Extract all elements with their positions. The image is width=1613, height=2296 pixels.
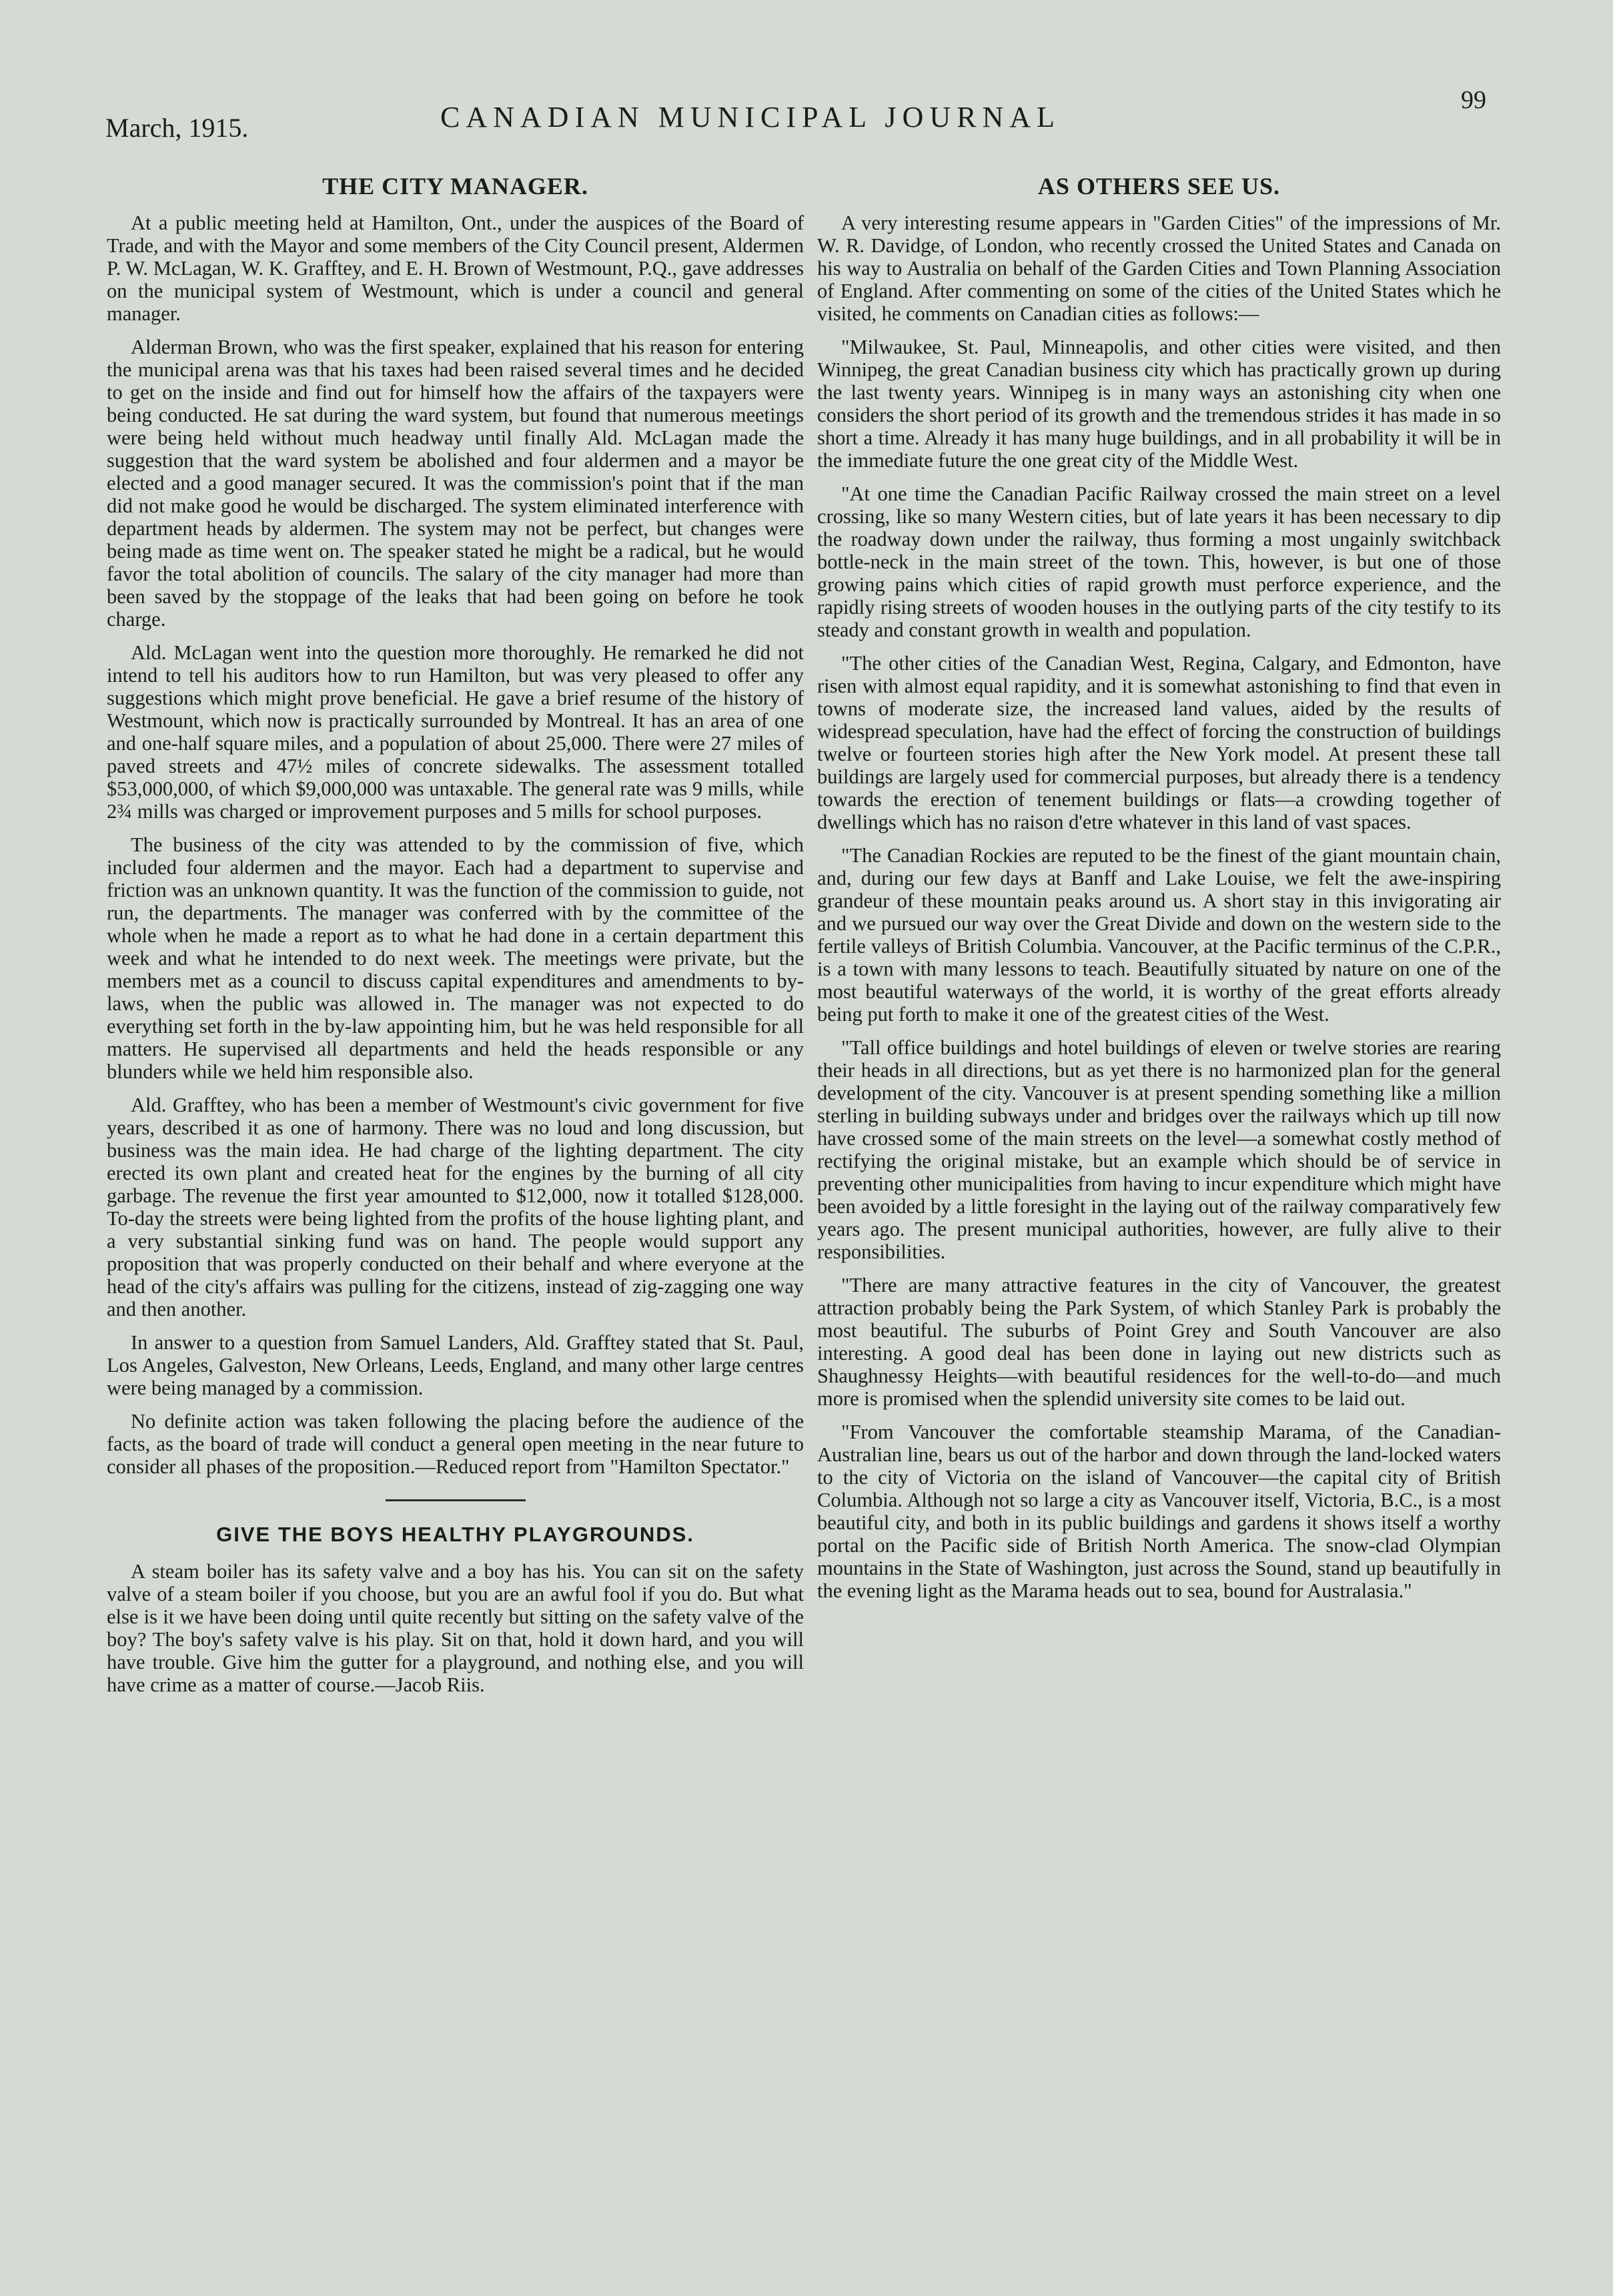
article-paragraph: A very interesting resume appears in "Garden Cities" of the impressions of Mr. W. R. Davidge, of London, who recently crossed the United States and Canada on his way to Australia on behalf of the Garden Cities and Town Planning Association of England. After commenting on some of the cities of the United States which he visited, he comments on Canadian cities as follows:—: [817, 212, 1501, 325]
article-paragraph: In answer to a question from Samuel Landers, Ald. Grafftey stated that St. Paul, Los Angeles, Galveston, New Orleans, Leeds, England, and many other large centres were being managed by a commission.: [107, 1331, 804, 1399]
article-title-city-manager: THE CITY MANAGER.: [322, 173, 588, 200]
article-paragraph: "Milwaukee, St. Paul, Minneapolis, and other cities were visited, and then Winnipeg, the great Canadian business city which has practically grown up during the last twenty years. Winnipeg is in many ways an astonishing city when one considers the short period of its growth and the tremendous strides it has made in so short a time. Already it has many huge buildings, and in all probability it will be in the immediate future the one great city of the Middle West.: [817, 336, 1501, 472]
article-paragraph: No definite action was taken following the placing before the audience of the facts, as the board of trade will conduct a general open meeting in the near future to consider all phases of the proposition.—Reduced report from "Hamilton Spectator.": [107, 1410, 804, 1478]
article-paragraph: "There are many attractive features in the city of Vancouver, the greatest attraction probably being the Park System, of which Stanley Park is probably the most beautiful. The suburbs of Point Grey and South Vancouver are also interesting. A good deal has been done in laying out new districts such as Shaughnessy Heights—with beautiful residences for the well-to-do—and much more is promised when the splendid university site comes to be laid out.: [817, 1274, 1501, 1410]
journal-title: CANADIAN MUNICIPAL JOURNAL: [440, 101, 1061, 133]
article-paragraph: At a public meeting held at Hamilton, Ont., under the auspices of the Board of Trade, and with the Mayor and some members of the City Council present, Aldermen P. W. McLagan, W. K. Grafftey, and E. H. Brown of Westmount, P.Q., gave addresses on the municipal system of Westmount, which is under a council and general manager.: [107, 212, 804, 325]
article-paragraph: "At one time the Canadian Pacific Railway crossed the main street on a level crossing, like so many Western cities, but of late years it has been necessary to dip the roadway down under the railway, thus forming a most ungainly switchback bottle-neck in the main street of the town. This, however, is but one of those growing pains which cities of rapid growth must perforce experience, and the rapidly rising streets of wooden houses in the outlying parts of the city testify to its steady and constant growth in wealth and population.: [817, 482, 1501, 641]
article-paragraph: The business of the city was attended to by the commission of five, which included four aldermen and the mayor. Each had a department to supervise and friction was an unknown quantity. It was the function of the commission to guide, not run, the departments. The manager was conferred with by the committee of the whole when he made a report as to what he had done in a certain department this week and what he intended to do next week. The meetings were private, but the members met as a council to discuss capital expenditures and amendments to by-laws, when the public was allowed in. The manager was not expected to do everything set forth in the by-law appointing him, but he was held responsible for all matters. He supervised all departments and held the heads responsible or any blunders while we held him responsible also.: [107, 833, 804, 1083]
article-paragraph: "The Canadian Rockies are reputed to be the finest of the giant mountain chain, and, during our few days at Banff and Lake Louise, we felt the awe-inspiring grandeur of these mountain peaks around us. A short stay in this invigorating air and we pursued our way over the Great Divide and down on the western side to the fertile valleys of British Columbia. Vancouver, at the Pacific terminus of the C.P.R., is a town with many lessons to teach. Beautifully situated by nature on one of the most beautiful waterways of the world, it is worthy of the great efforts already being put forth to make it one of the greatest cities of the West.: [817, 844, 1501, 1026]
article-paragraph: "From Vancouver the comfortable steamship Marama, of the Canadian-Australian line, bears us out of the harbor and down through the land-locked waters to the city of Victoria on the island of Vancouver—the capital city of British Columbia. Although not so large a city as Vancouver itself, Victoria, B.C., is a most beautiful city, and both in its public buildings and gardens it shows itself a worthy portal on the Pacific side of British North America. The snow-clad Olympian mountains in the State of Washington, just across the Sound, stand up beautifully in the evening light as the Marama heads out to sea, bound for Australasia.": [817, 1421, 1501, 1602]
right-column: [817, 163, 1501, 1613]
article-paragraph: Ald. McLagan went into the question more thoroughly. He remarked he did not intend to tell his auditors how to run Hamilton, but was very pleased to offer any suggestions which might prove beneficial. He gave a brief resume of the history of Westmount, which now is practically surrounded by Montreal. It has an area of one and one-half square miles, and a population of about 25,000. There were 27 miles of paved streets and 47½ miles of concrete sidewalks. The assessment totalled $53,000,000, of which $9,000,000 was untaxable. The general rate was 9 mills, while 2¾ mills was charged or improvement purposes and 5 mills for school purposes.: [107, 641, 804, 823]
article-paragraph: A steam boiler has its safety valve and a boy has his. You can sit on the safety valve of a steam boiler if you choose, but you are an awful fool if you do. But what else is it we have been doing until quite recently but sitting on the safety valve of the boy? The boy's safety valve is his play. Sit on that, hold it down hard, and you will have trouble. Give him the gutter for a playground, and nothing else, and you will have crime as a matter of course.—Jacob Riis.: [107, 1560, 804, 1696]
article-paragraph: "Tall office buildings and hotel buildings of eleven or twelve stories are rearing their heads in all directions, but as yet there is no harmonized plan for the general development of the city. Vancouver is at present spending something like a million sterling in building subways under and bridges over the railways which up till now have crossed some of the main streets on the level—a somewhat costly method of rectifying the original mistake, but an example which should be of service in preventing other municipalities from having to incur expenditure which might have been avoided by a little foresight in the laying out of the railway comparatively few years ago. The present municipal authorities, however, are fully alive to their responsibilities.: [817, 1036, 1501, 1263]
article-paragraph: Alderman Brown, who was the first speaker, explained that his reason for entering the municipal arena was that his taxes had been raised several times and he decided to get on the inside and find out for himself how the affairs of the taxpayers were being conducted. He sat during the ward system, but found that numerous meetings were being held without much headway until finally Ald. McLagan made the suggestion that the ward system be abolished and four aldermen and a mayor be elected and a good manager secured. It was the commission's point that if the man did not make good he would be discharged. The system eliminated interference with department heads by aldermen. The system may not be perfect, but changes were being made as time went on. The speaker stated he might be a radical, but he would favor the total abolition of councils. The salary of the city manager had more than been saved by the stoppage of the leaks that had been going on before he took charge.: [107, 336, 804, 631]
section-divider: [386, 1499, 526, 1501]
page-number: 99: [1461, 86, 1486, 114]
article-paragraph: Ald. Grafftey, who has been a member of Westmount's civic government for five years, described it as one of harmony. There was no loud and long discussion, but business was the main idea. He had charge of the lighting department. The city erected its own plant and created heat for the engines by the burning of all city garbage. The revenue the first year amounted to $12,000, now it totalled $128,000. To-day the streets were being lighted from the profits of the house lighting plant, and a very substantial sinking fund was on hand. The people would support any proposition that was properly conducted on their behalf and where everyone at the head of the city's affairs was pulling for the citizens, instead of zig-zagging one way and then another.: [107, 1094, 804, 1320]
article-paragraph: "The other cities of the Canadian West, Regina, Calgary, and Edmonton, have risen with almost equal rapidity, and it is somewhat astonishing to find that even in towns of moderate size, the increased land values, aided by the results of widespread speculation, have had the effect of forcing the construction of buildings twelve or fourteen stories high after the New York model. At present these tall buildings are largely used for commercial purposes, but already there is a tendency towards the erection of tenement buildings or flats—a crowding together of dwellings which has no raison d'etre whatever in this land of vast spaces.: [817, 652, 1501, 833]
left-column: [107, 163, 804, 1707]
article-title-playgrounds: GIVE THE BOYS HEALTHY PLAYGROUNDS.: [216, 1523, 694, 1546]
issue-date: March, 1915.: [105, 113, 249, 143]
article-title-as-others-see-us: AS OTHERS SEE US.: [1037, 173, 1281, 200]
